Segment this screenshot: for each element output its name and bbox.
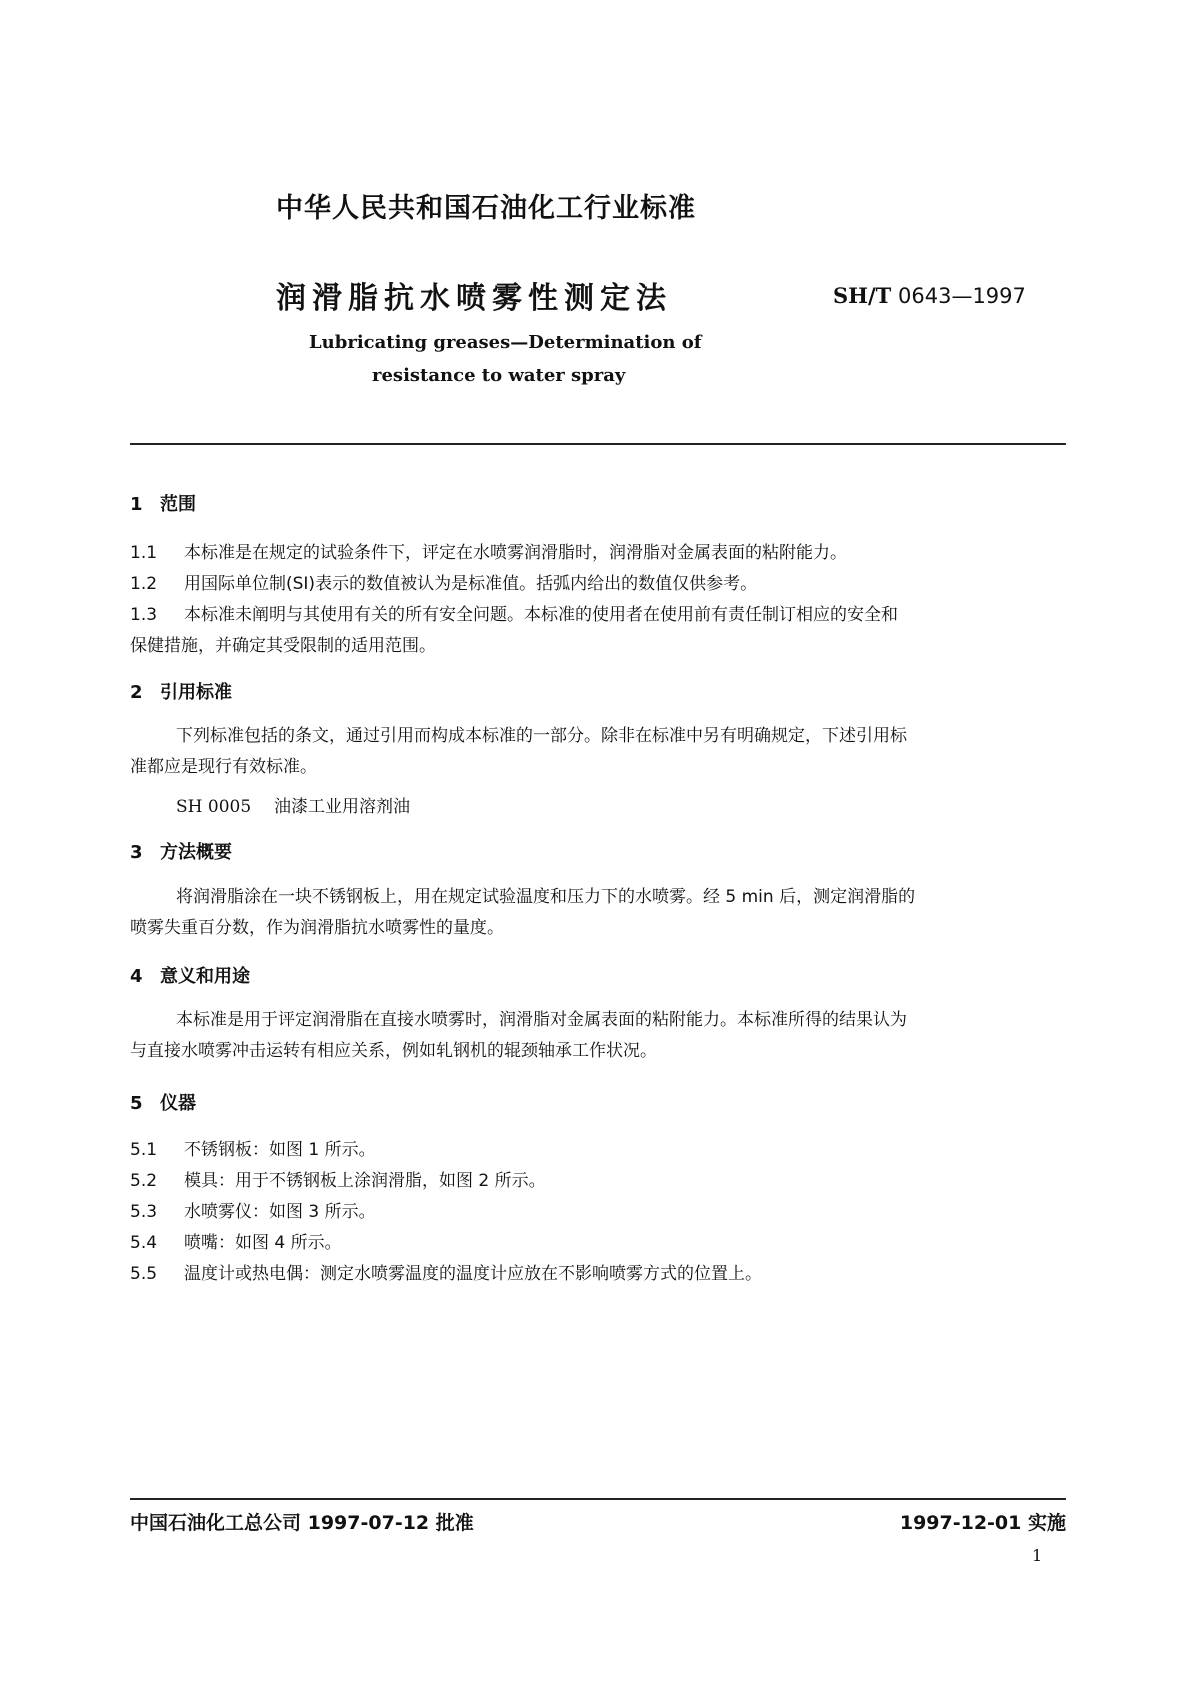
section-title: 仪器 [160, 1093, 196, 1114]
reference-code: SH 0005 [176, 797, 252, 817]
clause-text: 本标准未阐明与其使用有关的所有安全问题。本标准的使用者在使用前有责任制订相应的安全和 [184, 605, 898, 625]
paragraph-line: 准都应是现行有效标准。 [130, 757, 317, 777]
clause-number: 5.4 [130, 1233, 158, 1253]
paragraph-line: 将润滑脂涂在一块不锈钢板上，用在规定试验温度和压力下的水喷雾。经 5 min 后，测定润滑脂的 [176, 887, 916, 907]
clause-text: 模具：用于不锈钢板上涂润滑脂，如图 2 所示。 [184, 1171, 546, 1191]
section-heading-1 [130, 490, 196, 516]
section-heading-5 [130, 1089, 196, 1115]
section-2-paragraph [130, 721, 1066, 783]
clause-number: 1.2 [130, 574, 158, 594]
clause-text: 用国际单位制(SI)表示的数值被认为是标准值。括弧内给出的数值仅供参考。 [184, 574, 758, 594]
clause-number: 5.1 [130, 1140, 158, 1160]
clause-text: 水喷雾仪：如图 3 所示。 [184, 1202, 376, 1222]
section-number: 2 [130, 682, 143, 703]
paragraph-line: 本标准是用于评定润滑脂在直接水喷雾时，润滑脂对金属表面的粘附能力。本标准所得的结果认为 [176, 1010, 907, 1030]
reference-title: 油漆工业用溶剂油 [274, 797, 410, 817]
clause-number: 1.3 [130, 605, 158, 625]
issuing-body-heading: 中华人民共和国石油化工行业标准 [276, 193, 696, 224]
clause-5-4 [130, 1228, 342, 1253]
header-divider [130, 443, 1066, 445]
section-number: 3 [130, 842, 143, 863]
clause-number: 5.2 [130, 1171, 158, 1191]
clause-1-3-continuation: 保健措施，并确定其受限制的适用范围。 [130, 636, 436, 656]
clause-text: 温度计或热电偶：测定水喷雾温度的温度计应放在不影响喷雾方式的位置上。 [184, 1264, 762, 1284]
clause-5-2 [130, 1166, 546, 1191]
clause-5-5 [130, 1259, 762, 1284]
section-title: 方法概要 [160, 842, 232, 863]
paragraph-line: 下列标准包括的条文，通过引用而构成本标准的一部分。除非在标准中另有明确规定，下述引用标 [176, 726, 907, 746]
section-number: 1 [130, 494, 143, 515]
page-number: 1 [1032, 1546, 1043, 1565]
clause-5-3 [130, 1197, 376, 1222]
clause-1-2 [130, 569, 757, 594]
document-title-cn: 润滑脂抗水喷雾性测定法 [276, 281, 672, 316]
clause-1-3 [130, 600, 898, 625]
clause-number: 1.1 [130, 543, 158, 563]
clause-text: 喷嘴：如图 4 所示。 [184, 1233, 342, 1253]
document-title-en-line2: resistance to water spray [372, 365, 626, 386]
standard-code-prefix: SH/T [833, 283, 892, 308]
clause-number: 5.5 [130, 1264, 158, 1284]
clause-text: 不锈钢板：如图 1 所示。 [184, 1140, 376, 1160]
clause-text: 本标准是在规定的试验条件下，评定在水喷雾润滑脂时，润滑脂对金属表面的粘附能力。 [184, 543, 847, 563]
paragraph-line: 喷雾失重百分数，作为润滑脂抗水喷雾性的量度。 [130, 918, 504, 938]
paragraph-line: 与直接水喷雾冲击运转有相应关系，例如轧钢机的辊颈轴承工作状况。 [130, 1041, 657, 1061]
section-3-paragraph [130, 882, 1066, 944]
clause-5-1 [130, 1135, 376, 1160]
section-title: 意义和用途 [160, 966, 250, 987]
document-title-en-line1: Lubricating greases—Determination of [309, 332, 702, 353]
section-title: 引用标准 [160, 682, 232, 703]
standard-code-number: 0643—1997 [898, 284, 1026, 308]
clause-number: 5.3 [130, 1202, 158, 1222]
implementation-date: 1997-12-01 实施 [899, 1512, 1066, 1534]
section-heading-2 [130, 678, 232, 704]
section-number: 4 [130, 966, 143, 987]
section-number: 5 [130, 1093, 143, 1114]
section-heading-4 [130, 962, 250, 988]
approval-date: 中国石油化工总公司 1997-07-12 批准 [130, 1512, 474, 1534]
standard-code [833, 283, 1026, 308]
clause-1-1 [130, 538, 847, 563]
section-title: 范围 [160, 494, 196, 515]
section-4-paragraph [130, 1005, 1066, 1067]
section-heading-3 [130, 838, 232, 864]
footer-divider [130, 1498, 1066, 1500]
normative-reference [176, 792, 410, 817]
